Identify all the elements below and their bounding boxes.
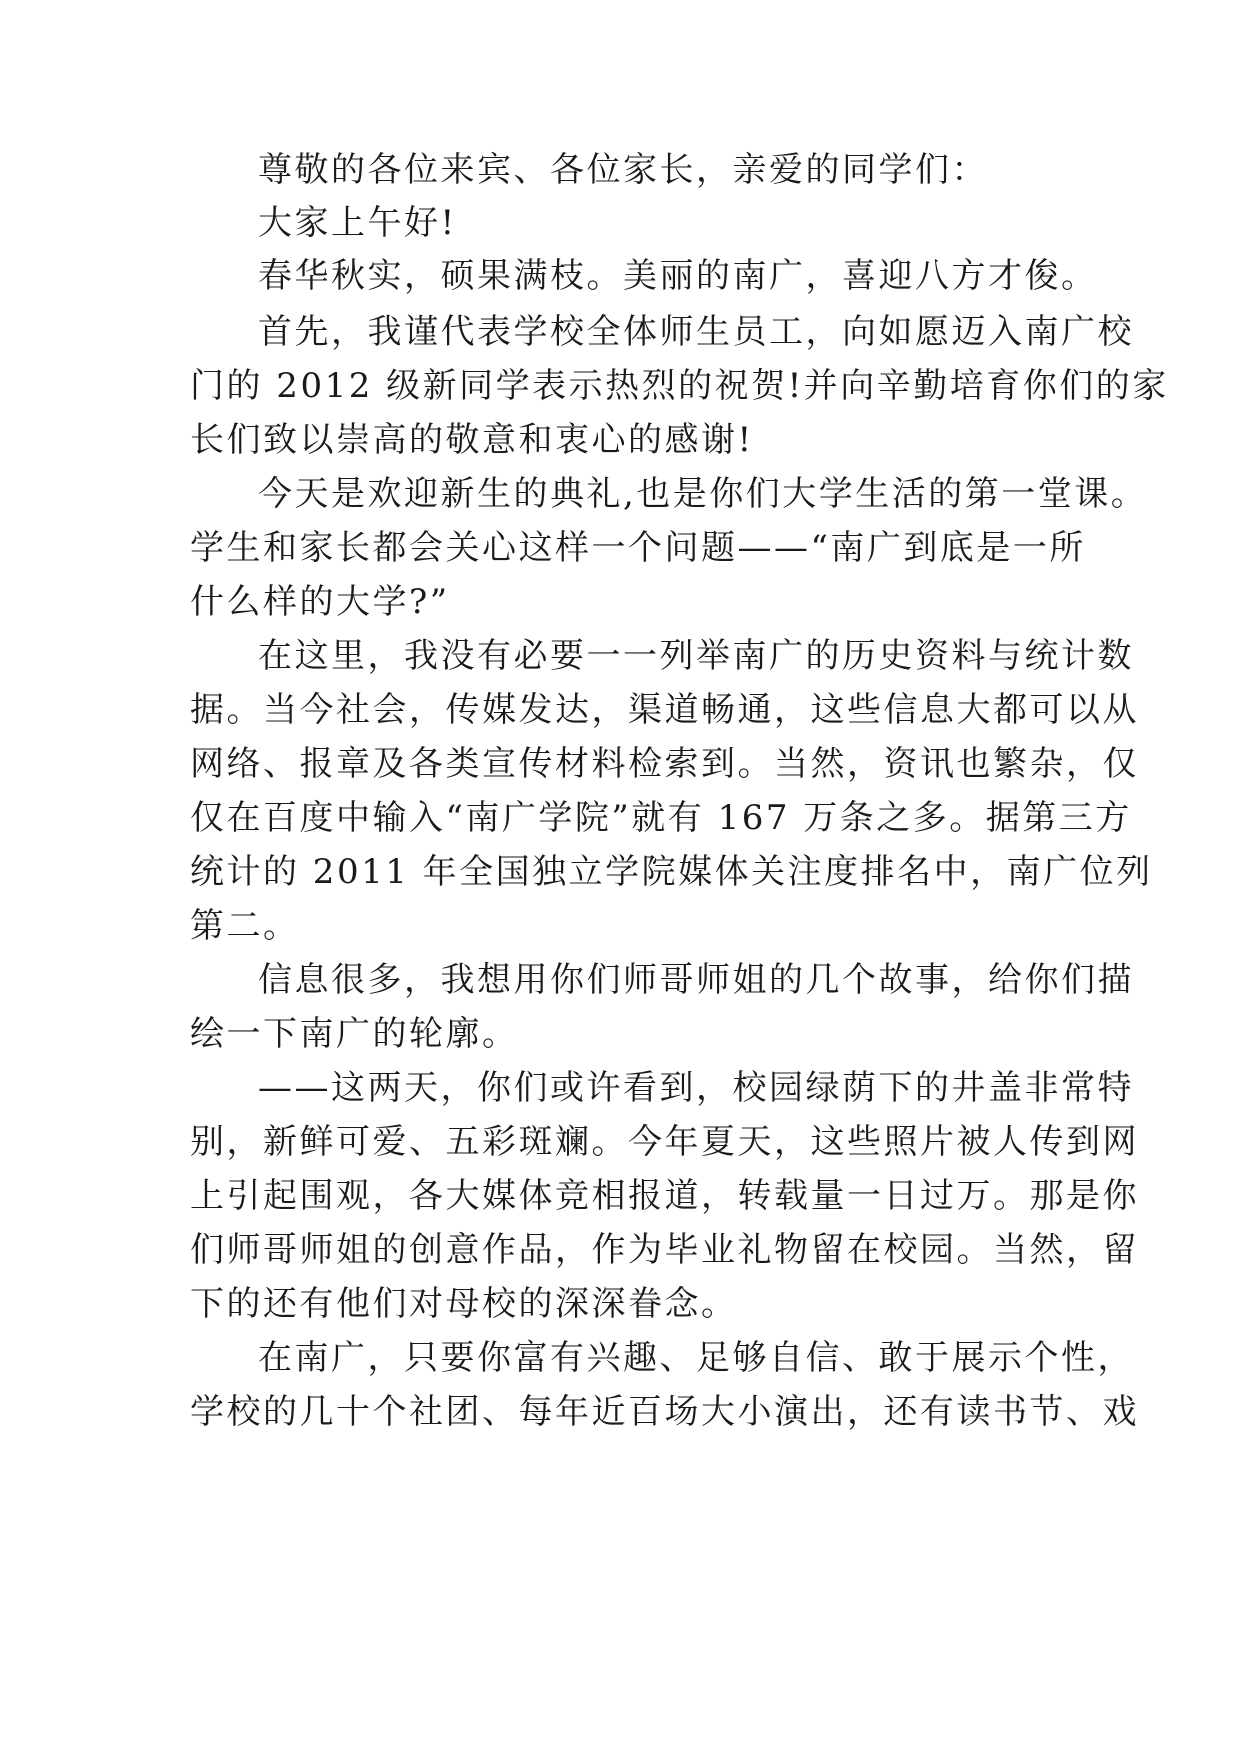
text-line: 学校的几十个社团、每年近百场大小演出，还有读书节、戏 — [190, 1392, 1139, 1432]
text-line: 信息很多，我想用你们师哥师姐的几个故事，给你们描 — [258, 960, 1134, 1000]
text-line: 什么样的大学?” — [190, 582, 450, 622]
text-line: 网络、报章及各类宣传材料检索到。当然，资讯也繁杂，仅 — [190, 744, 1139, 784]
text-line: 别，新鲜可爱、五彩斑斓。今年夏天，这些照片被人传到网 — [190, 1122, 1139, 1162]
text-line: 据。当今社会，传媒发达，渠道畅通，这些信息大都可以从 — [190, 690, 1139, 730]
text-line: 长们致以崇高的敬意和衷心的感谢! — [190, 420, 754, 460]
text-line: 绘一下南广的轮廓。 — [190, 1014, 519, 1054]
text-line: 统计的 2011 年全国独立学院媒体关注度排名中，南广位列 — [190, 852, 1153, 892]
text-line: 门的 2012 级新同学表示热烈的祝贺!并向辛勤培育你们的家 — [190, 366, 1169, 406]
text-line: ——这两天，你们或许看到，校园绿荫下的井盖非常特 — [258, 1068, 1134, 1108]
text-line: 仅在百度中输入“南广学院”就有 167 万条之多。据第三方 — [190, 798, 1132, 838]
text-line: 下的还有他们对母校的深深眷念。 — [190, 1284, 738, 1324]
text-line: 第二。 — [190, 906, 300, 946]
salutation-line: 尊敬的各位来宾、各位家长，亲爱的同学们： — [258, 150, 988, 190]
text-line: 上引起围观，各大媒体竞相报道，转载量一日过万。那是你 — [190, 1176, 1139, 1216]
text-line: 春华秋实，硕果满枝。美丽的南广，喜迎八方才俊。 — [258, 256, 1098, 296]
text-line: 首先，我谨代表学校全体师生员工，向如愿迈入南广校 — [258, 312, 1134, 352]
text-line: 在南广，只要你富有兴趣、足够自信、敢于展示个性， — [258, 1338, 1134, 1378]
text-line: 学生和家长都会关心这样一个问题——“南广到底是一所 — [190, 528, 1086, 568]
text-line: 们师哥师姐的创意作品，作为毕业礼物留在校园。当然，留 — [190, 1230, 1139, 1270]
greeting-line: 大家上午好! — [258, 203, 457, 243]
text-line: 在这里，我没有必要一一列举南广的历史资料与统计数 — [258, 636, 1134, 676]
text-line: 今天是欢迎新生的典礼,也是你们大学生活的第一堂课。 — [258, 474, 1148, 514]
